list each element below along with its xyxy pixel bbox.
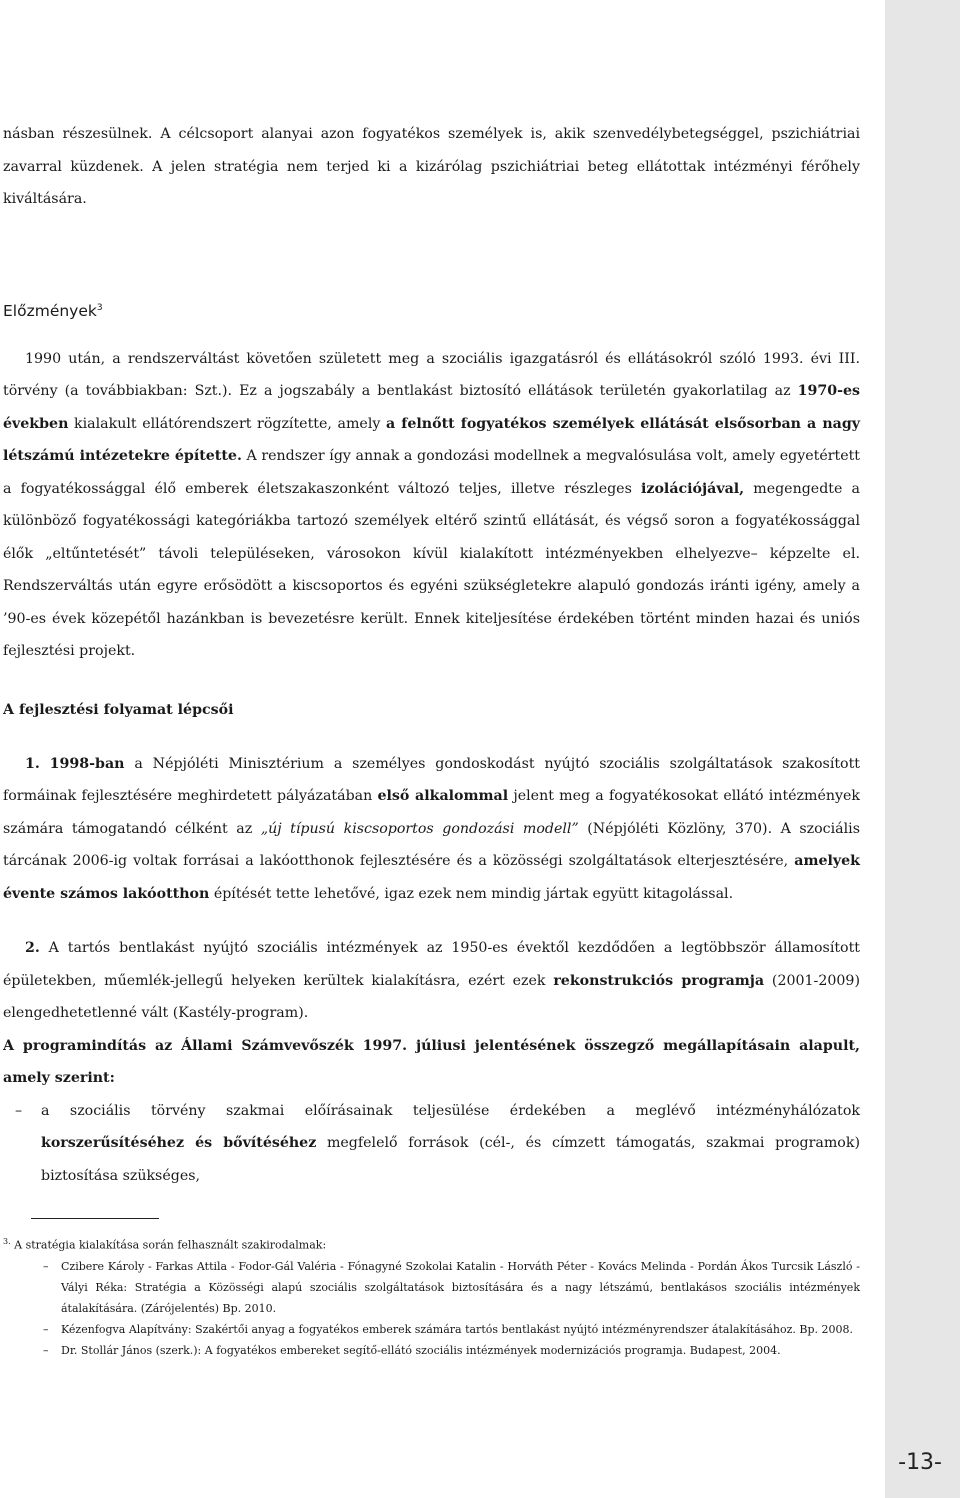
heading-text: Előzmények [3, 301, 97, 320]
intro-paragraph: násban részesülnek. A célcsoport alanyai azon fogyatékos személyek is, akik szenvedélybetegséggel, pszichiátriai zavarral küzdenek. A jelen stratégia nem terjed ki a kizárólag pszichiátriai beteg ellátottak intézményi férőhely kiváltására. [3, 126, 860, 207]
page-margin-band [885, 0, 960, 1498]
footnote-intro [3, 1231, 860, 1256]
text-run: 1990 után, a rendszerváltást követően született meg a szociális igazgatásról és ellátásokról szóló 1993. évi III. törvény (a továbbiakban: Szt.). Ez a jogszabály a bentlakást biztosító ellátások területén gyakorlatilag az [3, 350, 860, 400]
text-run: A rendszer így annak a gondozási modellnek a megvalósulása volt, amely egyetértett a fogyatékossággal élő emberek életszakaszonként változó teljes, illetve részleges [3, 448, 861, 497]
bold-run: 1970-es években [3, 383, 860, 432]
step-2-paragraph [3, 932, 860, 1030]
dash-bullet: – [43, 1259, 49, 1273]
text-run: (Népjóléti Közlöny, 370). A szociális tárcának 2006-ig voltak forrásai a lakóotthonok fejlesztésére és a közösségi szolgáltatások elterjesztésére, [3, 820, 860, 870]
spacer [3, 910, 860, 932]
reference-text: Dr. Stollár János (szerk.): A fogyatékos embereket segítő-ellátó szociális intézmények modernizációs programja. Budapest, 2004. [61, 1343, 781, 1357]
bold-run: első alkalommal [377, 788, 509, 805]
text-run: építését tette lehetővé, igaz ezek nem mindig jártak együtt kitagolással. [209, 885, 734, 902]
bold-run: 1998-ban [49, 755, 125, 772]
section-heading-elozmenyek [3, 296, 860, 323]
asz-report-paragraph [3, 1030, 860, 1095]
step-number: 1. [25, 755, 40, 772]
text-run: kialakult ellátórendszert rögzítette, amely [68, 415, 387, 432]
page-number: -13- [898, 1450, 942, 1475]
bold-run: A programindítás az Állami Számvevőszék 1997. júliusi jelentésének összegző megállapításain alapult, amely szerint: [3, 1037, 860, 1087]
reference-text: Kézenfogva Alapítvány: Szakértői anyag a fogyatékos emberek számára tartós bentlakást nyújtó intézményrendszer átalakításához. Bp. 2008. [61, 1322, 853, 1336]
footnote-marker: 3. [3, 1237, 11, 1247]
footnote-reference [3, 1319, 860, 1340]
footnote-reference [3, 1256, 860, 1319]
text-run: megfelelő források (cél-, és címzett támogatás, szakmai programok) biztosítása szükséges, [41, 1135, 860, 1184]
section-heading-lepcsoi: A fejlesztési folyamat lépcsői [3, 701, 234, 718]
dash-bullet: – [43, 1343, 49, 1357]
footnote-separator [31, 1218, 159, 1219]
italic-run: „új típusú kiscsoportos gondozási modell” [260, 820, 579, 837]
history-paragraph [3, 343, 860, 668]
step-number: 2. [25, 940, 40, 957]
list-item [3, 1095, 860, 1193]
dash-bullet: – [43, 1322, 49, 1336]
bold-run: a felnőtt fogyatékos személyek ellátását elsősorban a nagy létszámú intézetekre építette. [3, 415, 860, 465]
footnote-reference [3, 1340, 860, 1361]
text-run: megengedte a különböző fogyatékossági kategóriákba tartozó személyek eltérő szintű ellátását, és végső soron a fogyatékossággal élők „eltűntetését” távoli településeken, városokon kívül kialakított intézményekben elhelyezve– képzelte el. Rendszerváltás után egyre erősödött a kiscsoportos és egyéni szükségletekre alapuló gondozás iránti igény, amely a ’90-es évek közepétől hazánkban is bevezetésre került. Ennek kiteljesítése érdekében történt minden hazai és uniós fejlesztési projekt. [3, 480, 860, 660]
bold-run: izolációjával, [641, 480, 745, 497]
text-run: a Népjóléti Minisztérium a személyes gondoskodást nyújtó szociális szolgáltatások szakosított formáinak fejlesztésére meghirdetett pályázatában [3, 755, 860, 805]
footnote-intro-text: A stratégia kialakítása során felhasznált szakirodalmak: [10, 1238, 327, 1252]
reference-text: Czibere Károly - Farkas Attila - Fodor-Gál Valéria - Fónagyné Szokolai Katalin - Horváth Péter - Kovács Melinda - Pordán Ákos Turcsik László - Vályi Réka: Stratégia a Közösségi alapú szociális szolgáltatások biztosítására és a nagy létszámú, bentlakásos szociális intézmények átalakítására. (Zárójelentés) Bp. 2010. [61, 1259, 860, 1315]
dash-bullet: – [15, 1102, 23, 1119]
text-run: A tartós bentlakást nyújtó szociális intézmények az 1950-es évektől kezdődően a legtöbbször államosított épületekben, műemlék-jellegű helyeken kerültek kialakításra, ezért ezek [3, 940, 860, 989]
step-1-paragraph [3, 748, 860, 911]
bold-run: korszerűsítéséhez és bővítéséhez [41, 1135, 317, 1152]
text-run: jelent meg a fogyatékosokat ellátó intézmények számára támogatandó célként az [3, 788, 861, 837]
footnote-ref: 3 [96, 302, 103, 313]
bold-run: rekonstrukciós programja [553, 972, 765, 989]
text-run: (2001-2009) elengedhetetlenné vált (Kastély-program). [3, 972, 860, 1022]
text-run: a szociális törvény szakmai előírásainak teljesülése érdekében a meglévő intézményhálózatok [41, 1102, 860, 1119]
bold-run: amelyek évente számos lakóotthon [3, 853, 860, 902]
document-body [3, 118, 860, 1361]
